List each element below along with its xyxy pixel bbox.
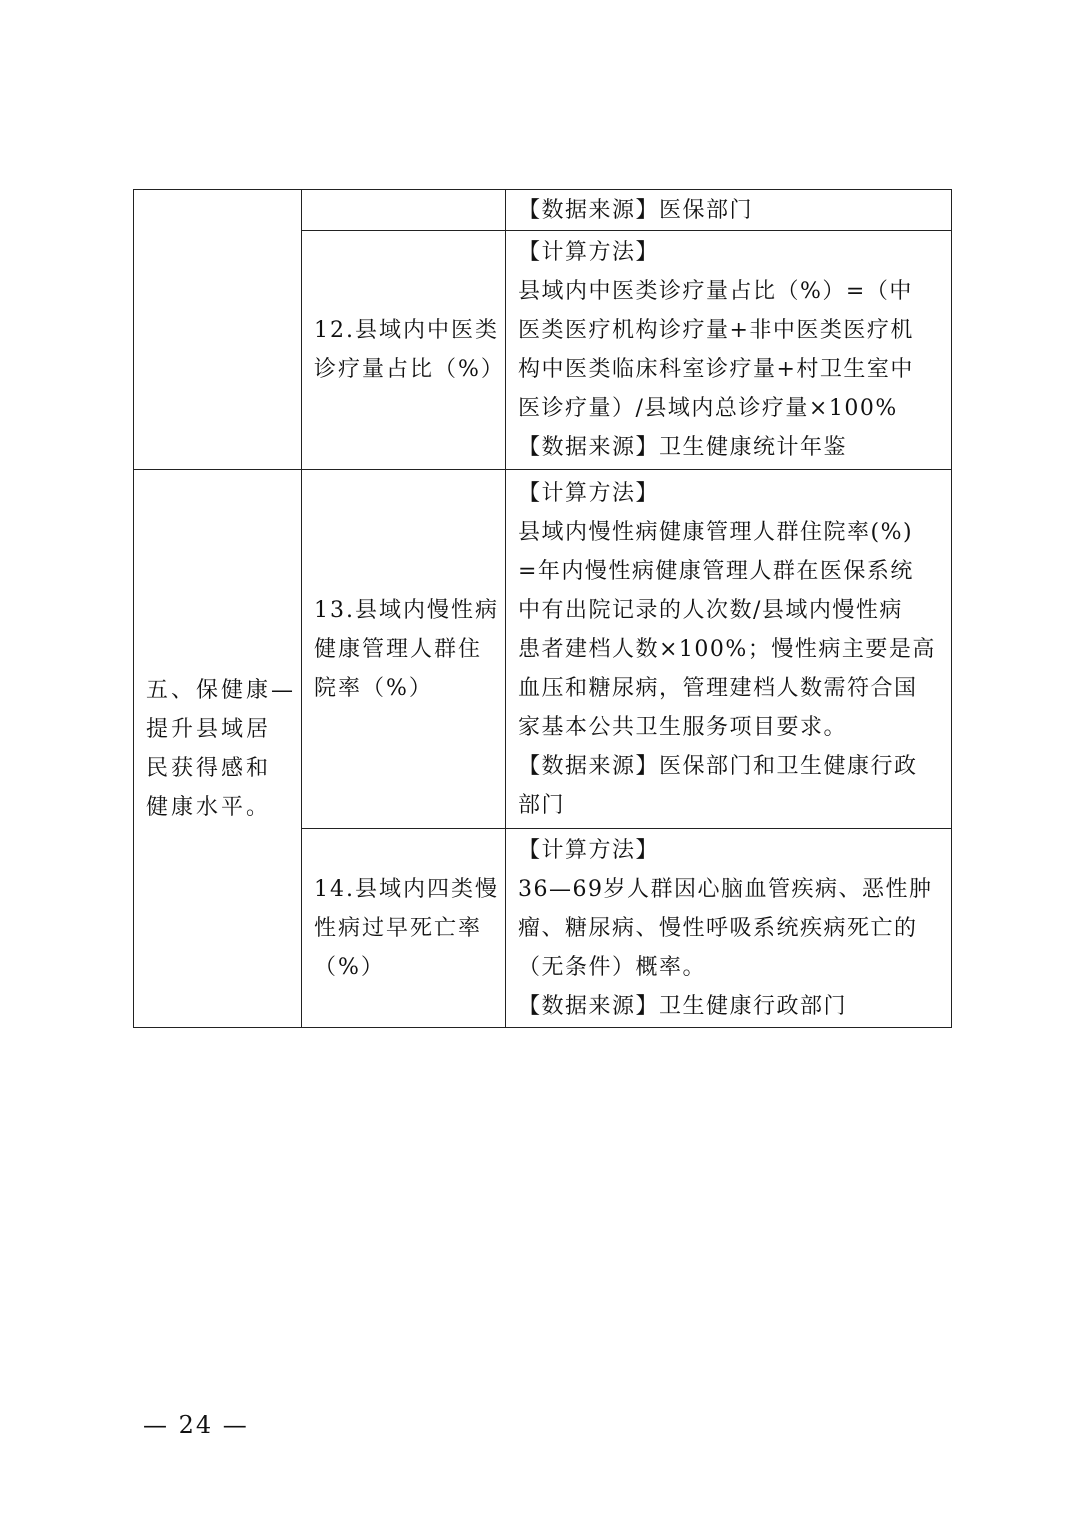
method-text: 瘤、糖尿病、慢性呼吸系统疾病死亡的 [518, 915, 918, 941]
method-text: 构中医类临床科室诊疗量+村卫生室中 [518, 357, 914, 382]
category-text: 健康水平。 [146, 794, 272, 820]
indicator-name: 13.县域内慢性病 [314, 597, 499, 623]
method-cell [506, 470, 952, 829]
indicator-name: 院率（%） [314, 675, 433, 701]
indicator-cell [302, 829, 506, 1028]
method-cell [506, 231, 952, 470]
indicator-name: 诊疗量占比（%） [314, 357, 505, 382]
indicator-cell [302, 231, 506, 470]
method-text: 医诊疗量）/县域内总诊疗量×100% [518, 396, 898, 421]
method-text: 患者建档人数×100%；慢性病主要是高 [518, 636, 936, 662]
table-row [134, 190, 952, 231]
category-cell-empty [134, 190, 302, 470]
table-row [134, 470, 952, 829]
method-text: =年内慢性病健康管理人群在医保系统 [518, 558, 914, 584]
indicator-name: 性病过早死亡率 [314, 915, 483, 941]
method-label: 【计算方法】 [518, 480, 660, 506]
method-cell [506, 190, 952, 231]
indicator-cell [302, 470, 506, 829]
method-cell [506, 829, 952, 1028]
indicator-table [133, 189, 952, 1028]
method-text: 医类医疗机构诊疗量+非中医类医疗机 [518, 318, 914, 343]
data-source-text: 部门 [518, 792, 566, 818]
data-source-text: 【数据来源】医保部门和卫生健康行政 [518, 753, 918, 779]
indicator-name: 14.县域内四类慢 [314, 876, 499, 902]
method-text: 县域内中医类诊疗量占比（%）=（中 [518, 279, 913, 304]
category-text: 五、保健康— [146, 677, 297, 703]
indicator-name: 健康管理人群住 [314, 636, 483, 662]
method-text: 中有出院记录的人次数/县域内慢性病 [518, 597, 903, 623]
method-label: 【计算方法】 [518, 837, 660, 863]
indicator-cell-empty [302, 190, 506, 231]
method-text: 家基本公共卫生服务项目要求。 [518, 714, 848, 740]
page-number: — 24 — [143, 1411, 249, 1439]
method-text: 血压和糖尿病，管理建档人数需符合国 [518, 675, 918, 701]
method-label: 【计算方法】 [518, 240, 660, 265]
data-source-text: 【数据来源】卫生健康统计年鉴 [518, 435, 848, 460]
method-text: （无条件）概率。 [518, 954, 707, 980]
indicator-name: 12.县域内中医类 [314, 318, 499, 343]
indicator-name: （%） [314, 954, 385, 980]
method-text: 县域内慢性病健康管理人群住院率(%) [518, 519, 914, 545]
method-text: 36—69岁人群因心脑血管疾病、恶性肿 [518, 876, 933, 902]
category-cell [134, 470, 302, 1028]
data-source-text: 【数据来源】卫生健康行政部门 [518, 993, 848, 1019]
category-text: 民获得感和 [146, 755, 272, 781]
category-text: 提升县域居 [146, 716, 272, 742]
data-source-text: 【数据来源】医保部门 [518, 197, 754, 223]
